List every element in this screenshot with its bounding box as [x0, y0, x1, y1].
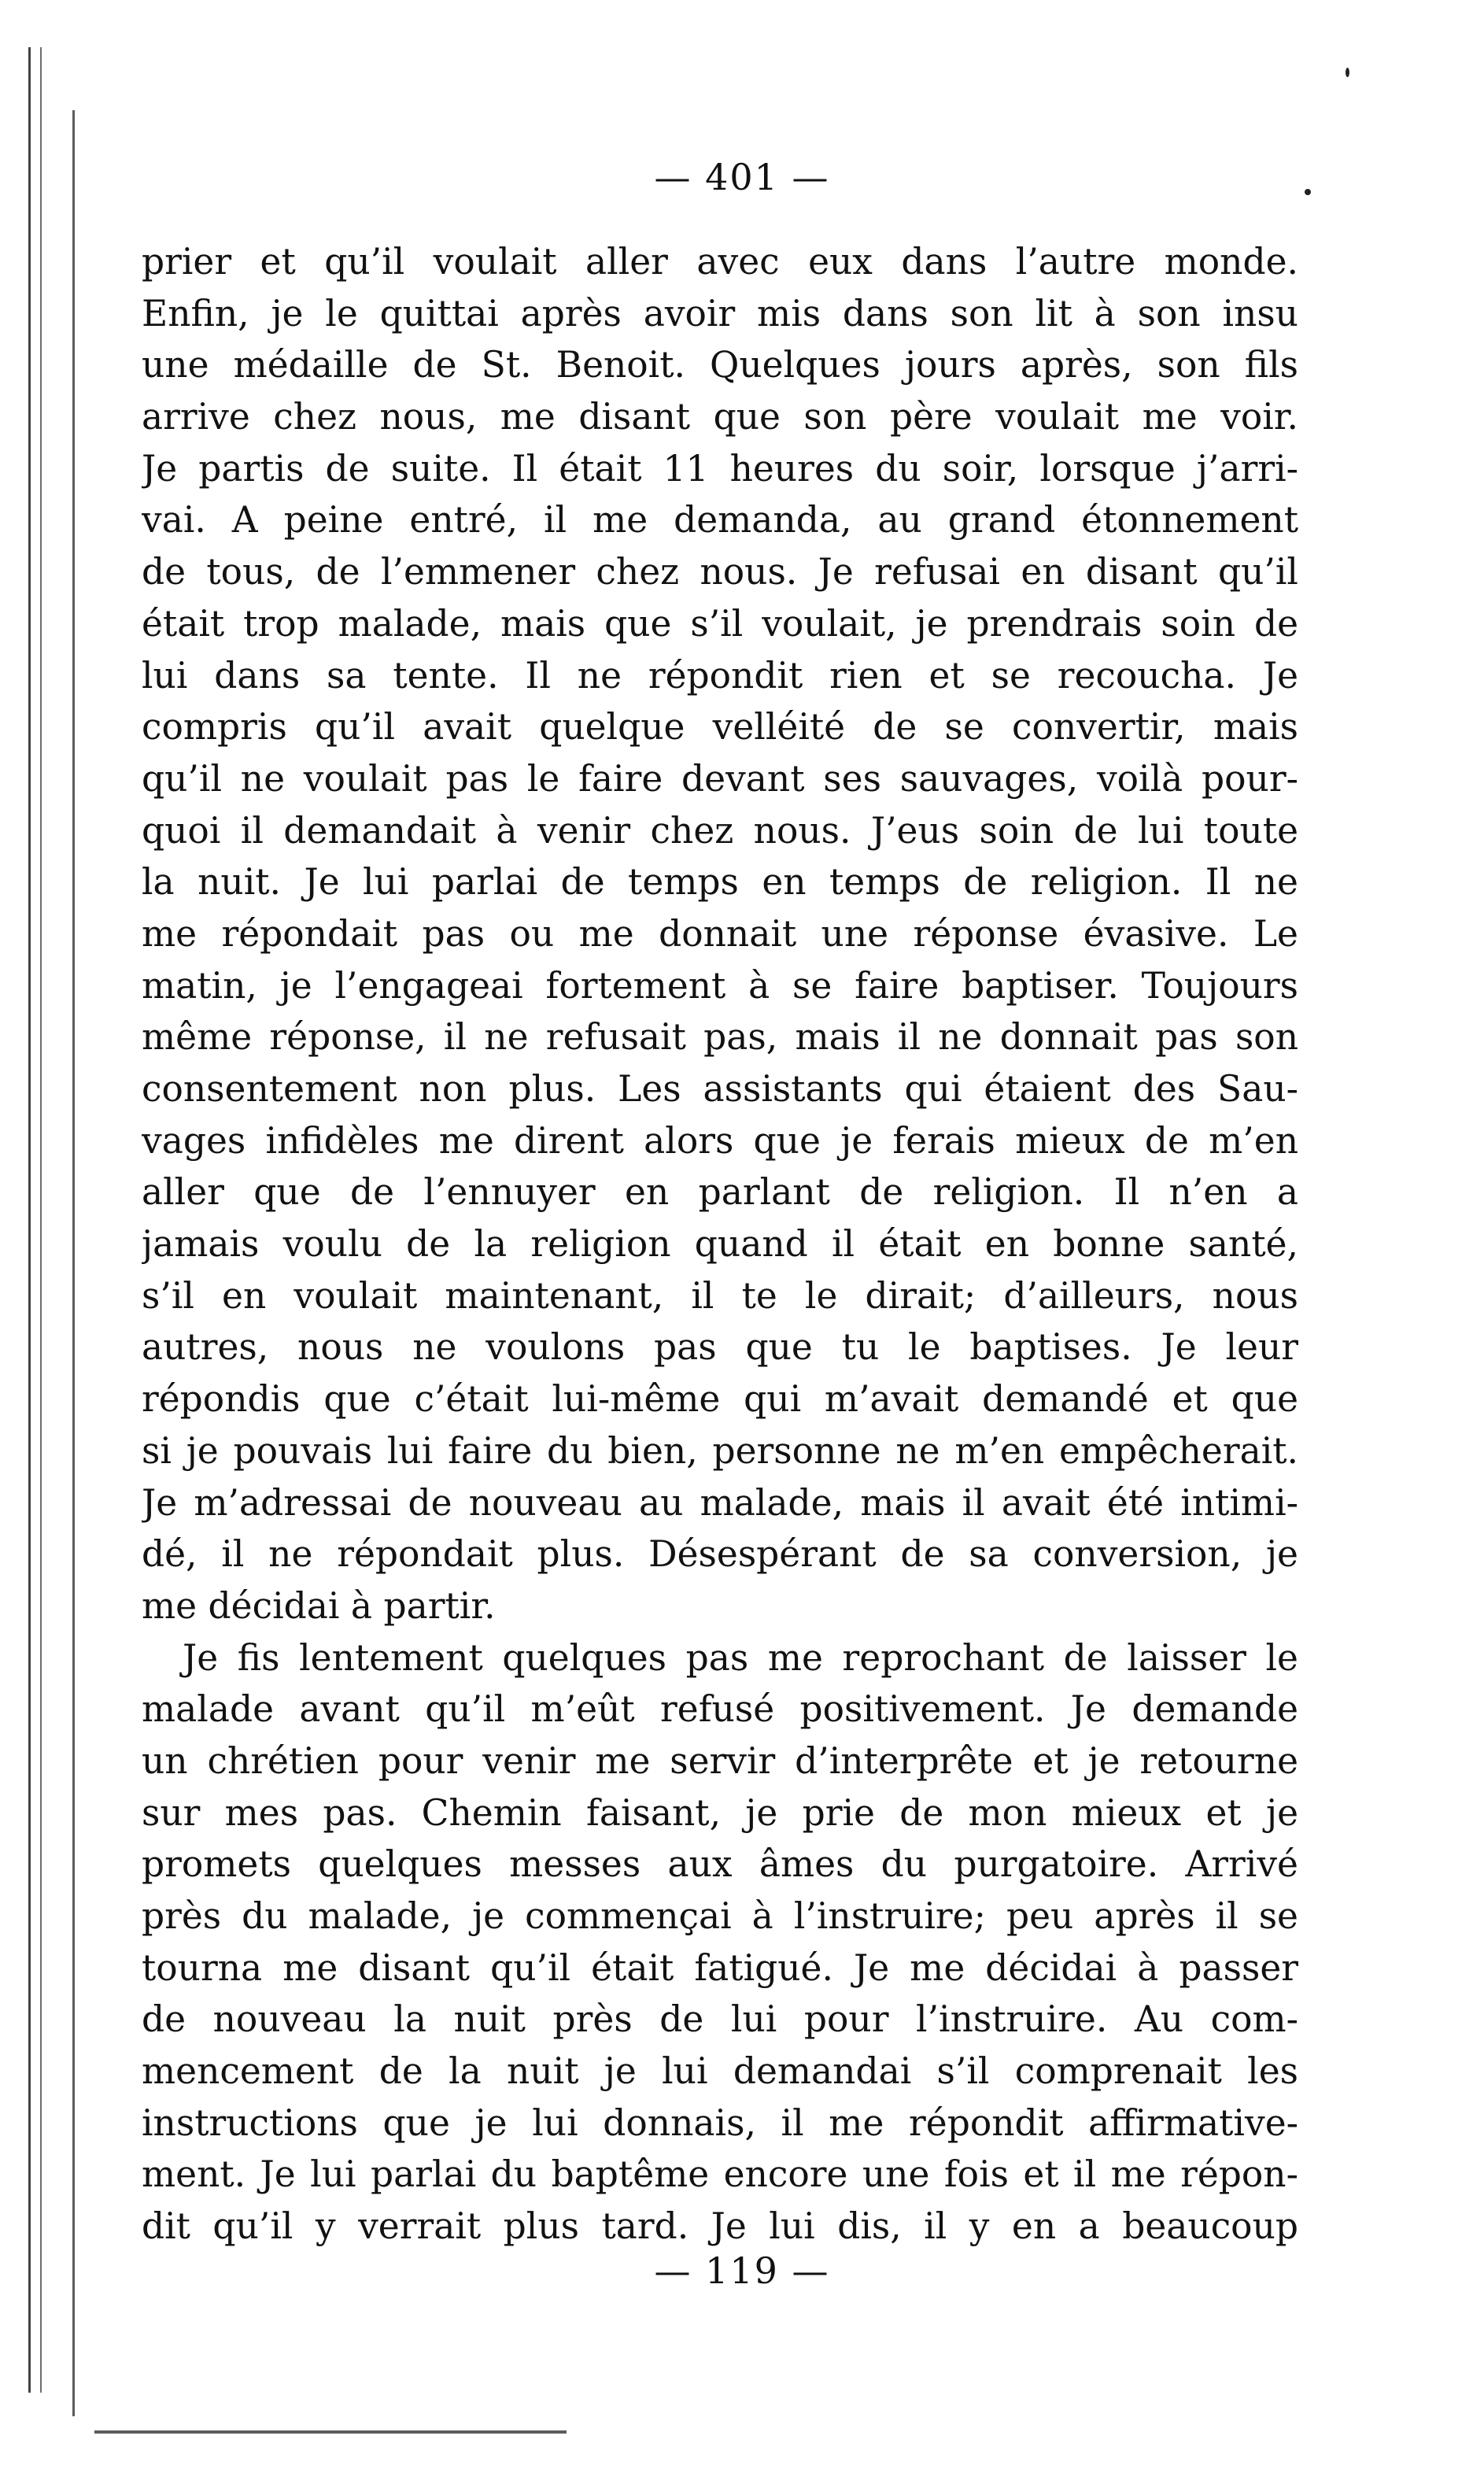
text-line: instructions que je lui donnais, il me répondit affirmative-: [142, 2101, 1298, 2144]
text-line: de tous, de l’emmener chez nous. Je refusai en disant qu’il: [142, 551, 1298, 593]
binding-edge: [28, 47, 42, 2393]
text-line: dit qu’il y verrait plus tard. Je lui dis, il y en a beaucoup: [142, 2205, 1298, 2248]
text-line: tourna me disant qu’il était fatigué. Je me décidai à passer: [142, 1946, 1298, 1989]
text-line: sur mes pas. Chemin faisant, je prie de mon mieux et je: [142, 1791, 1298, 1834]
text-line: Je m’adressai de nouveau au malade, mais il avait été intimi-: [142, 1481, 1298, 1524]
text-line: dé, il ne répondait plus. Désespérant de sa conversion, je: [142, 1533, 1298, 1576]
text-line: jamais voulu de la religion quand il était en bonne santé,: [142, 1223, 1298, 1266]
bottom-edge-mark: [94, 2430, 567, 2434]
text-line: un chrétien pour venir me servir d’interprête et je retourne: [142, 1739, 1298, 1782]
text-line: ment. Je lui parlai du baptême encore une fois et il me répon-: [142, 2153, 1298, 2196]
text-line: vages infidèles me dirent alors que je ferais mieux de m’en: [142, 1119, 1298, 1162]
body-text: [142, 236, 1298, 2253]
text-line: prier et qu’il voulait aller avec eux dans l’autre monde.: [142, 241, 1298, 283]
binding-shadow: [72, 110, 75, 2416]
text-line: de nouveau la nuit près de lui pour l’instruire. Au com-: [142, 1998, 1298, 2041]
paragraph-end-line: me décidai à partir.: [142, 1584, 496, 1627]
text-line: me répondait pas ou me donnait une réponse évasive. Le: [142, 912, 1298, 955]
text-line: si je pouvais lui faire du bien, personne ne m’en empêcherait.: [142, 1429, 1298, 1472]
text-line: répondis que c’était lui-même qui m’avait demandé et que: [142, 1378, 1298, 1421]
ink-speck: [1346, 68, 1349, 77]
text-line: lui dans sa tente. Il ne répondit rien et se recoucha. Je: [142, 654, 1298, 697]
text-line: compris qu’il avait quelque velléité de se convertir, mais: [142, 706, 1298, 748]
text-line: était trop malade, mais que s’il voulait, je prendrais soin de: [142, 602, 1298, 645]
text-line: consentement non plus. Les assistants qui étaient des Sau-: [142, 1068, 1298, 1110]
text-line: une médaille de St. Benoit. Quelques jours après, son fils: [142, 344, 1298, 386]
text-line: mencement de la nuit je lui demandai s’il comprenait les: [142, 2050, 1298, 2093]
text-line: malade avant qu’il m’eût refusé positivement. Je demande: [142, 1688, 1298, 1731]
text-line: quoi il demandait à venir chez nous. J’eus soin de lui toute: [142, 809, 1298, 852]
text-line: s’il en voulait maintenant, il te le dirait; d’ailleurs, nous: [142, 1274, 1298, 1317]
text-line: vai. A peine entré, il me demanda, au grand étonnement: [142, 499, 1298, 541]
text-line: même réponse, il ne refusait pas, mais il ne donnait pas son: [142, 1016, 1298, 1059]
text-line: près du malade, je commençai à l’instruire; peu après il se: [142, 1895, 1298, 1937]
text-line: matin, je l’engageai fortement à se faire baptiser. Toujours: [142, 964, 1298, 1007]
page-number-header: — 401 —: [654, 156, 830, 198]
text-line: arrive chez nous, me disant que son père voulait me voir.: [142, 396, 1298, 438]
text-line: aller que de l’ennuyer en parlant de religion. Il n’en a: [142, 1171, 1298, 1214]
text-line: autres, nous ne voulons pas que tu le baptises. Je leur: [142, 1326, 1298, 1369]
text-line: la nuit. Je lui parlai de temps en temps de religion. Il ne: [142, 861, 1298, 904]
text-line: Enfin, je le quittai après avoir mis dans son lit à son insu: [142, 292, 1298, 334]
text-line: qu’il ne voulait pas le faire devant ses sauvages, voilà pour-: [142, 757, 1298, 800]
page-number-footer: — 119 —: [654, 2249, 830, 2292]
paragraph-start-line: Je fis lentement quelques pas me reprochant de laisser le: [183, 1636, 1298, 1679]
text-line: promets quelques messes aux âmes du purgatoire. Arrivé: [142, 1843, 1298, 1886]
text-line: Je partis de suite. Il était 11 heures du soir, lorsque j’arri-: [142, 447, 1298, 490]
